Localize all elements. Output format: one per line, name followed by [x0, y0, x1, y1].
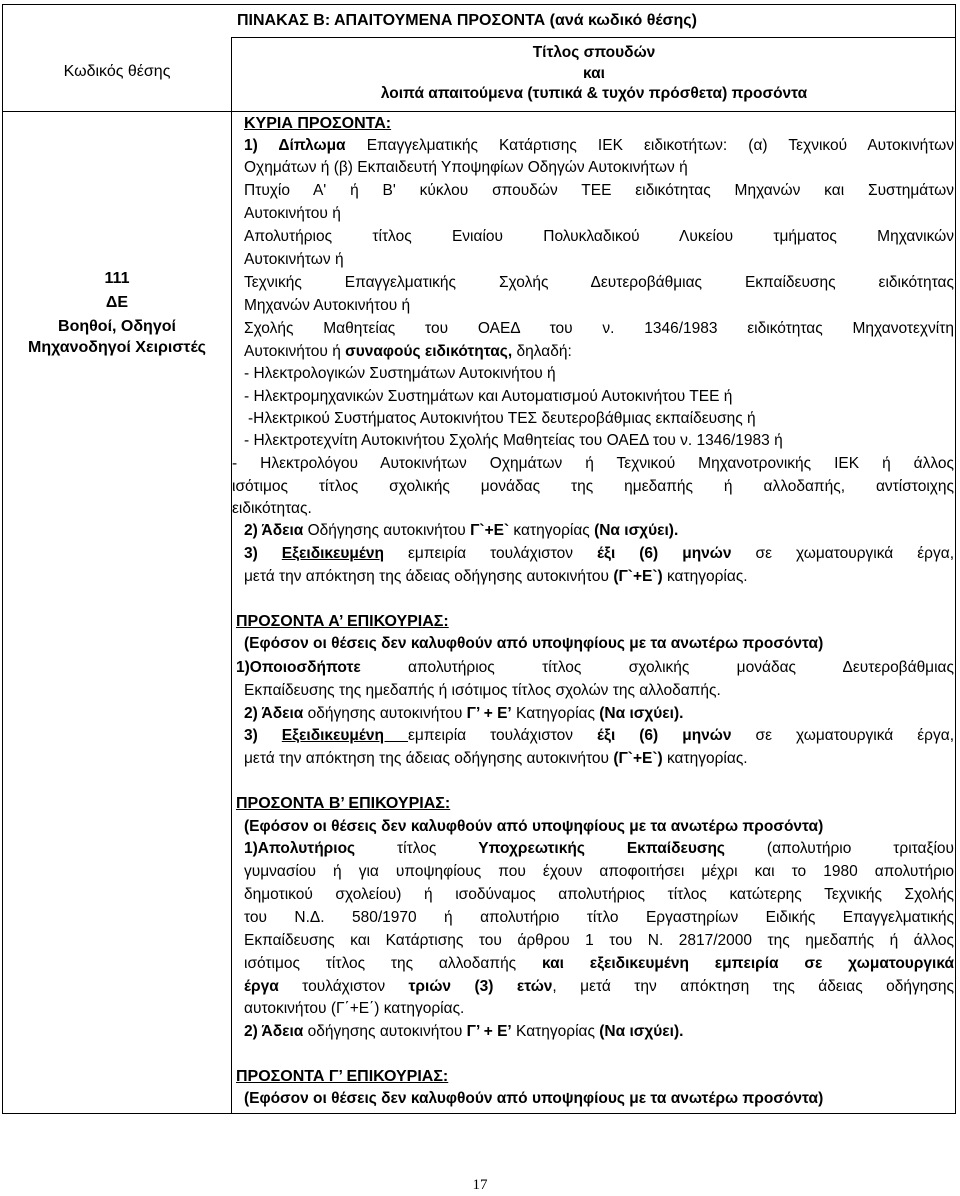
position-category: ΔΕ	[105, 294, 129, 311]
main-line: Απολυτήριος τίτλος Ενιαίου Πολυκλαδικού Λυκείου τμήματος Μηχανικών	[244, 228, 954, 245]
a-auxiliary-line: 2) Άδεια οδήγησης αυτοκινήτου Γ’ + Ε’ Κατηγορίας (Να ισχύει).	[244, 705, 684, 722]
main-line: ειδικότητας.	[232, 500, 312, 517]
row-divider	[3, 111, 955, 112]
main-line: Οχημάτων ή (β) Εκπαιδευτή Υποψηφίων Οδηγών Αυτοκινήτων ή	[244, 159, 688, 176]
c-auxiliary-heading: ΠΡΟΣΟΝΤΑ Γ’ ΕΠΙΚΟΥΡΙΑΣ:	[236, 1068, 449, 1085]
main-line: ισότιμος τίτλος σχολικής μονάδας της ημεδαπής ή αλλοδαπής, αντίστοιχης	[232, 478, 954, 495]
a-auxiliary-line: 1)Οποιοσδήποτε απολυτήριος τίτλος σχολικής μονάδας Δευτεροβάθμιας	[236, 659, 954, 676]
b-auxiliary-line: ισότιμος τίτλος της αλλοδαπής και εξειδικευμένη εμπειρία σε χωματουργικά	[244, 955, 954, 972]
a-auxiliary-condition: (Εφόσον οι θέσεις δεν καλυφθούν από υποψηφίους με τα ανωτέρω προσόντα)	[244, 635, 824, 652]
position-title-line2: Μηχανοδηγοί Χειριστές	[28, 339, 206, 356]
header-qualifications-line1: Τίτλος σπουδών	[532, 44, 656, 61]
b-auxiliary-line: δημοτικού σχολείου) ή ισοδύναμος απολυτήριος τίτλος κατώτερης Τεχνικής Σχολής	[244, 886, 954, 903]
main-line: Αυτοκινήτου ή	[244, 205, 341, 222]
a-auxiliary-line: Εκπαίδευσης της ημεδαπής ή ισότιμος τίτλος σχολών της αλλοδαπής.	[244, 682, 721, 699]
a-auxiliary-line: μετά την απόκτηση της άδειας οδήγησης αυτοκινήτου (Γ`+Ε`) κατηγορίας.	[244, 750, 748, 767]
main-line: Μηχανών Αυτοκινήτου ή	[244, 297, 411, 314]
main-line: 1) Δίπλωμα Επαγγελματικής Κατάρτισης ΙΕΚ ειδικοτήτων: (α) Τεχνικού Αυτοκινήτων	[244, 137, 954, 154]
main-qualifications-heading: ΚΥΡΙΑ ΠΡΟΣΟΝΤΑ:	[244, 115, 392, 132]
row-divider	[231, 37, 955, 38]
position-code: 111	[104, 270, 130, 287]
main-line: Σχολής Μαθητείας του ΟΑΕΔ του ν. 1346/1983 ειδικότητας Μηχανοτεχνίτη	[244, 320, 954, 337]
b-auxiliary-line: γυμνασίου ή για υποψηφίους που έχουν αποφοιτήσει μέχρι και το 1980 απολυτήριο	[244, 863, 954, 880]
b-auxiliary-line: του Ν.Δ. 580/1970 ή απολυτήριο τίτλο Εργαστηρίων Ειδικής Επαγγελματικής	[244, 909, 954, 926]
b-auxiliary-line: αυτοκινήτου (Γ΄+Ε΄) κατηγορίας.	[244, 1000, 465, 1017]
position-title-line1: Βοηθοί, Οδηγοί	[58, 318, 176, 335]
b-auxiliary-line: Εκπαίδευσης και Κατάρτισης του άρθρου 1 του Ν. 2817/2000 της ημεδαπής ή άλλος	[244, 932, 954, 949]
a-auxiliary-line: 3) Εξειδικευμένη εμπειρία τουλάχιστον έξι (6) μηνών σε χωματουργικά έργα,	[244, 727, 954, 744]
main-line: Τεχνικής Επαγγελματικής Σχολής Δευτεροβάθμιας Εκπαίδευσης ειδικότητας	[244, 274, 954, 291]
b-auxiliary-line: έργα τουλάχιστον τριών (3) ετών, μετά την απόκτηση της άδειας οδήγησης	[244, 978, 954, 995]
c-auxiliary-condition: (Εφόσον οι θέσεις δεν καλυφθούν από υποψηφίους με τα ανωτέρω προσόντα)	[244, 1090, 824, 1107]
main-line: μετά την απόκτηση της άδειας οδήγησης αυτοκινήτου (Γ`+Ε`) κατηγορίας.	[244, 568, 748, 585]
main-line: Αυτοκινήτων ή	[244, 251, 344, 268]
table-title: ΠΙΝΑΚΑΣ Β: ΑΠΑΙΤΟΥΜΕΝΑ ΠΡΟΣΟΝΤΑ (ανά κωδικό θέσης)	[237, 12, 697, 29]
main-line: - Ηλεκτροτεχνίτη Αυτοκινήτου Σχολής Μαθητείας του ΟΑΕΔ του ν. 1346/1983 ή	[244, 432, 783, 449]
column-divider	[231, 37, 232, 1113]
main-line: - Ηλεκτρολογικών Συστημάτων Αυτοκινήτου ή	[244, 365, 556, 382]
b-auxiliary-condition: (Εφόσον οι θέσεις δεν καλυφθούν από υποψηφίους με τα ανωτέρω προσόντα)	[244, 818, 824, 835]
a-auxiliary-heading: ΠΡΟΣΟΝΤΑ Α’ ΕΠΙΚΟΥΡΙΑΣ:	[236, 613, 449, 630]
b-auxiliary-heading: ΠΡΟΣΟΝΤΑ Β’ ΕΠΙΚΟΥΡΙΑΣ:	[236, 795, 451, 812]
b-auxiliary-line: 1)Απολυτήριος τίτλος Υποχρεωτικής Εκπαίδευσης (απολυτήριο τριταξίου	[244, 840, 954, 857]
main-line: 3) Εξειδικευμένη εμπειρία τουλάχιστον έξι (6) μηνών σε χωματουργικά έργα,	[244, 545, 954, 562]
main-line: Πτυχίο Α' ή Β' κύκλου σπουδών ΤΕΕ ειδικότητας Μηχανών και Συστημάτων	[244, 182, 954, 199]
page-number: 17	[472, 1177, 488, 1193]
main-line: - Ηλεκτρομηχανικών Συστημάτων και Αυτοματισμού Αυτοκινήτου ΤΕΕ ή	[244, 388, 733, 405]
header-qualifications-line2: και	[583, 65, 605, 82]
main-line: -Ηλεκτρικού Συστήματος Αυτοκινήτου ΤΕΣ δευτεροβάθμιας εκπαίδευσης ή	[248, 410, 756, 427]
b-auxiliary-line: 2) Άδεια οδήγησης αυτοκινήτου Γ’ + Ε’ Κατηγορίας (Να ισχύει).	[244, 1023, 684, 1040]
main-line: Αυτοκινήτου ή συναφούς ειδικότητας, δηλαδή:	[244, 343, 572, 360]
header-qualifications-line3: λοιπά απαιτούμενα (τυπικά & τυχόν πρόσθετα) προσόντα	[380, 85, 808, 102]
main-line: 2) Άδεια Οδήγησης αυτοκινήτου Γ`+Ε` κατηγορίας (Να ισχύει).	[244, 522, 679, 539]
header-code-column: Κωδικός θέσης	[63, 63, 171, 80]
main-line: - Ηλεκτρολόγου Αυτοκινήτων Οχημάτων ή Τεχνικού Μηχανοτρονικής ΙΕΚ ή άλλος	[232, 455, 954, 472]
